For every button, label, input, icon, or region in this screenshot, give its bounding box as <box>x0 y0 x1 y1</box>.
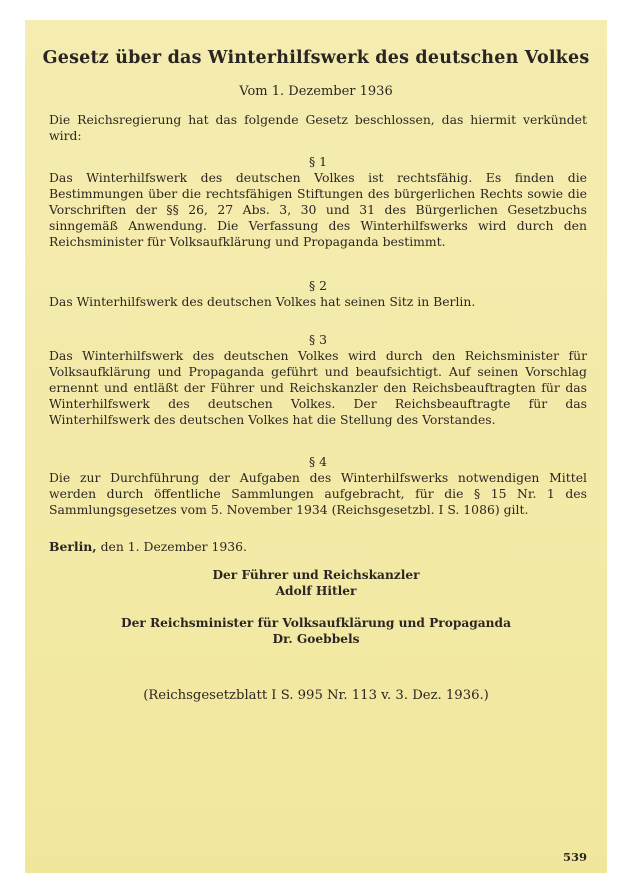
section-text: Das Winterhilfswerk des deutschen Volkes wird durch den Reichsminister für Volksaufklärung und Propaganda geführt und beaufsichtigt. Auf seinen Vorschlag ernennt und entläßt der Führer und Reichskanzler den Reichsbeauftragten für das Winterhilfswerk des deutschen Volkes. Der Reichsbeauftragte für das Winterhilfswerk des deutschen Volkes hat die Stellung des Vorstandes. <box>49 348 587 428</box>
page-number: 539 <box>562 850 587 864</box>
signatory-name: Dr. Goebbels <box>272 632 360 646</box>
signature-block-1 <box>25 567 607 599</box>
place-date-line <box>49 539 247 554</box>
section-heading: § 3 <box>308 332 328 347</box>
source-citation: (Reichsgesetzblatt I S. 995 Nr. 113 v. 3. Dez. 1936.) <box>143 688 489 703</box>
signatory-role: Der Führer und Reichskanzler <box>212 568 420 582</box>
signature-block-2 <box>25 615 607 647</box>
place-label: Berlin, <box>49 539 97 554</box>
section-text: Das Winterhilfswerk des deutschen Volkes ist rechtsfähig. Es finden die Bestimmungen über die rechtsfähigen Stiftungen des bürgerlichen Rechts sowie die Vorschriften der §§ 26, 27 Abs. 3, 30 und 31 des Bürgerlichen Gesetzbuchs sinngemäß Anwendung. Die Verfassung des Winterhilfswerks wird durch den Reichsminister für Volksaufklärung und Propaganda bestimmt. <box>49 170 587 250</box>
section-text: Das Winterhilfswerk des deutschen Volkes hat seinen Sitz in Berlin. <box>49 294 476 309</box>
intro-paragraph: Die Reichsregierung hat das folgende Gesetz beschlossen, das hiermit verkündet wird: <box>49 112 587 144</box>
section-2 <box>49 278 587 310</box>
date-text: den 1. Dezember 1936. <box>96 539 247 554</box>
document-page <box>25 20 607 873</box>
section-3 <box>49 332 587 428</box>
document-date-line: Vom 1. Dezember 1936 <box>239 84 393 99</box>
signatory-role: Der Reichsminister für Volksaufklärung und Propaganda <box>121 616 511 630</box>
section-text: Die zur Durchführung der Aufgaben des Winterhilfswerks notwendigen Mittel werden durch öffentliche Sammlungen aufgebracht, für die § 15 Nr. 1 des Sammlungsgesetzes vom 5. November 1934 (Reichsgesetzbl. I S. 1086) gilt. <box>49 470 587 518</box>
section-4 <box>49 454 587 518</box>
section-heading: § 1 <box>308 154 328 169</box>
section-heading: § 2 <box>308 278 328 293</box>
section-1 <box>49 154 587 250</box>
signatory-name: Adolf Hitler <box>275 584 357 598</box>
section-heading: § 4 <box>308 454 328 469</box>
document-title: Gesetz über das Winterhilfswerk des deutschen Volkes <box>42 48 590 68</box>
